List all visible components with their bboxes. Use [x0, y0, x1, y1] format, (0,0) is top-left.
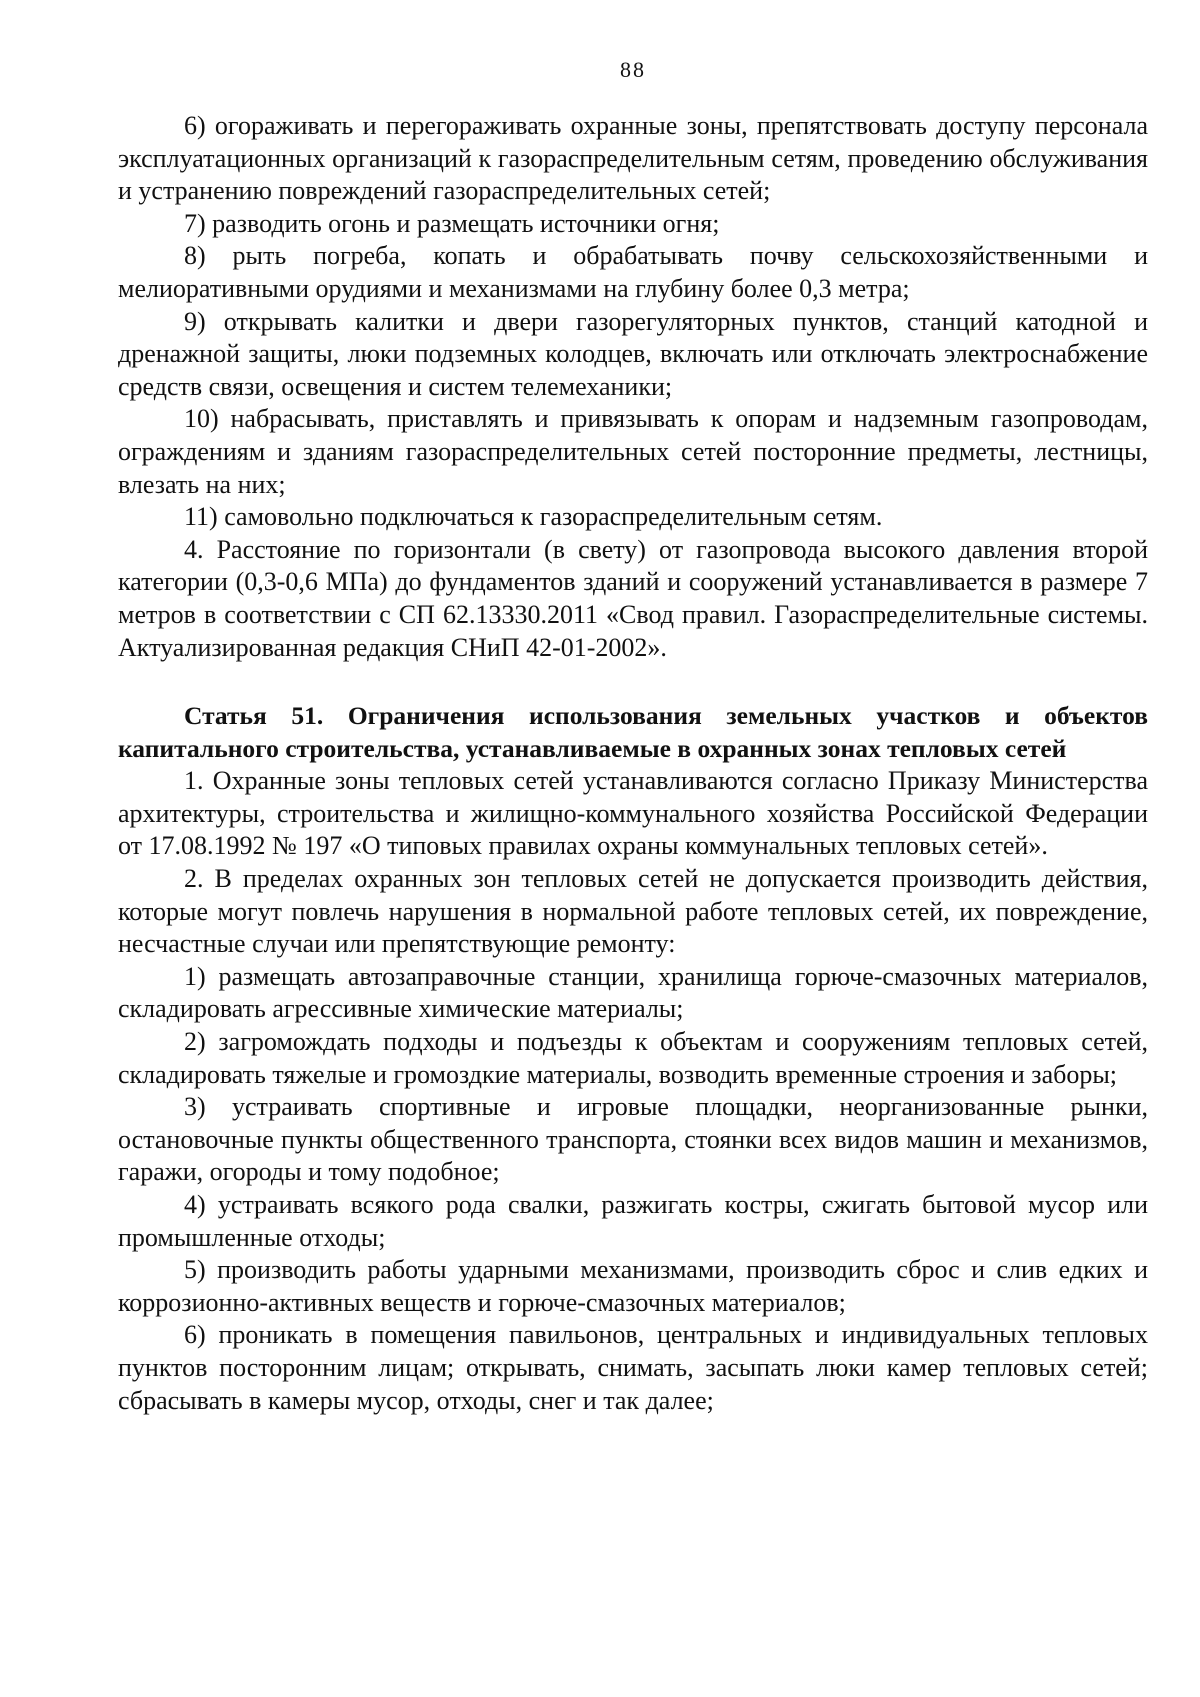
- restriction-item-3: 3) устраивать спортивные и игровые площадки, неорганизованные рынки, остановочные пункты общественного транспорта, стоянки всех видов машин и механизмов, гаражи, огороды и тому подобное;: [118, 1092, 1148, 1187]
- paragraph-4-distance: 4. Расстояние по горизонтали (в свету) от газопровода высокого давления второй категории (0,3-0,6 МПа) до фундаментов зданий и сооружений устанавливается в размере 7 метров в соответствии с СП 62.13330.2011 «Свод правил. Газораспределительные системы. Актуализированная редакция СНиП 42-01-2002».: [118, 534, 1148, 662]
- list-item-7-fire: 7) разводить огонь и размещать источники огня;: [184, 208, 720, 238]
- page-number: 88: [620, 57, 646, 82]
- restriction-item-1: 1) размещать автозаправочные станции, хранилища горюче-смазочных материалов, складировать агрессивные химические материалы;: [118, 961, 1148, 1024]
- restriction-item-4: 4) устраивать всякого рода свалки, разжигать костры, сжигать бытовой мусор или промышленные отходы;: [118, 1190, 1148, 1252]
- restriction-item-2: 2) загромождать подходы и подъезды к объектам и сооружениям тепловых сетей, складировать тяжелые и громоздкие материалы, возводить временные строения и заборы;: [118, 1027, 1148, 1089]
- list-item-8-digging: 8) рыть погреба, копать и обрабатывать почву сельскохозяйственными и мелиоративными орудиями и механизмами на глубину более 0,3 метра;: [118, 241, 1148, 303]
- article-51-heading: Статья 51. Ограничения использования земельных участков и объектов капитального строительства, устанавливаемые в охранных зонах тепловых сетей: [118, 701, 1148, 763]
- restriction-item-6: 6) проникать в помещения павильонов, центральных и индивидуальных тепловых пунктов посторонним лицам; открывать, снимать, засыпать люки камер тепловых сетей; сбрасывать в камеры мусор, отходы, снег и так далее;: [118, 1320, 1148, 1415]
- restriction-item-5: 5) производить работы ударными механизмами, производить сброс и слив едких и коррозионно-активных веществ и горюче-смазочных материалов;: [118, 1255, 1148, 1317]
- paragraph-2-restrictions: 2. В пределах охранных зон тепловых сетей не допускается производить действия, которые могут повлечь нарушения в нормальной работе тепловых сетей, их повреждение, несчастные случаи или препятствующие ремонту:: [118, 864, 1148, 959]
- paragraph-1-zones: 1. Охранные зоны тепловых сетей устанавливаются согласно Приказу Министерства архитектуры, строительства и жилищно-коммунального хозяйства Российской Федерации от 17.08.1992 № 197 «О типовых правилах охраны коммунальных тепловых сетей».: [118, 766, 1148, 861]
- list-item-9-doors: 9) открывать калитки и двери газорегуляторных пунктов, станций катодной и дренажной защиты, люки подземных колодцев, включать или отключать электроснабжение средств связи, освещения и систем телемеханики;: [118, 306, 1148, 401]
- list-item-6-fence: 6) огораживать и перегораживать охранные зоны, препятствовать доступу персонала эксплуатационных организаций к газораспределительным сетям, проведению обслуживания и устранению повреждений газораспределительных сетей;: [118, 111, 1148, 206]
- list-item-11-connection: 11) самовольно подключаться к газораспределительным сетям.: [184, 502, 883, 532]
- list-item-10-objects: 10) набрасывать, приставлять и привязывать к опорам и надземным газопроводам, ограждениям и зданиям газораспределительных сетей посторонние предметы, лестницы, влезать на них;: [118, 404, 1148, 499]
